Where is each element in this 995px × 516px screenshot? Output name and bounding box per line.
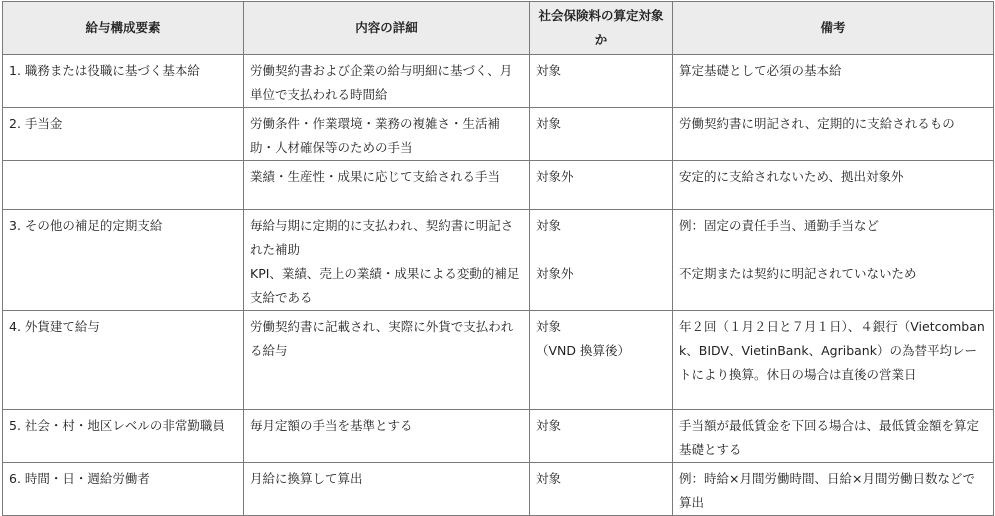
target-spacer — [536, 238, 666, 262]
remarks-regular: 例：固定の責任手当、通勤手当など — [679, 218, 880, 233]
header-target: 社会保険料の算定対象か — [530, 2, 673, 55]
table-row — [3, 108, 994, 161]
cell-remarks — [673, 210, 994, 311]
cell-target — [530, 311, 673, 410]
cell-element: 3. その他の補足的定期支給 — [3, 210, 244, 311]
header-element: 給与構成要素 — [3, 2, 244, 55]
cell-remarks: 労働契約書に明記され、定期的に支給されるもの — [673, 108, 994, 161]
cell-target: 対象 — [530, 463, 673, 516]
table-row — [3, 210, 994, 311]
cell-element: 5. 社会・村・地区レベルの非常勤職員 — [3, 410, 244, 463]
salary-components-table — [2, 1, 994, 516]
cell-target — [530, 210, 673, 311]
cell-remarks: 年２回（１月２日と７月１日）、４銀行（Vietcombank、BIDV、VietinBank、Agribank）の為替平均レートにより換算。休日の場合は直後の営業日 — [673, 311, 994, 410]
cell-details: 業績・生産性・成果に応じて支給される手当 — [244, 161, 530, 210]
cell-details: 労働契約書および企業の給与明細に基づく、月単位で支払われる時間給 — [244, 55, 530, 108]
cell-target: 対象外 — [530, 161, 673, 210]
table-row — [3, 55, 994, 108]
cell-details: 労働契約書に記載され、実際に外貨で支払われる給与 — [244, 311, 530, 410]
cell-remarks: 安定的に支給されないため、拠出対象外 — [673, 161, 994, 210]
table-header-row — [3, 2, 994, 55]
cell-element: 1. 職務または役職に基づく基本給 — [3, 55, 244, 108]
header-remarks: 備考 — [673, 2, 994, 55]
header-details: 内容の詳細 — [244, 2, 530, 55]
table-row — [3, 161, 994, 210]
cell-element: 2. 手当金 — [3, 108, 244, 161]
cell-target: 対象 — [530, 108, 673, 161]
target-variable: 対象外 — [536, 266, 574, 281]
cell-details: 月給に換算して算出 — [244, 463, 530, 516]
details-regular-subsidy: 毎給与期に定期的に支払われ、契約書に明記された補助 — [250, 218, 514, 257]
cell-details: 毎月定額の手当を基準とする — [244, 410, 530, 463]
cell-element: 4. 外貨建て給与 — [3, 311, 244, 410]
remarks-spacer — [679, 238, 987, 262]
cell-remarks: 手当額が最低賃金を下回る場合は、最低賃金額を算定基礎とする — [673, 410, 994, 463]
table-row — [3, 410, 994, 463]
cell-element — [3, 161, 244, 210]
table-row — [3, 311, 994, 410]
cell-target: 対象 — [530, 55, 673, 108]
cell-remarks: 算定基礎として必須の基本給 — [673, 55, 994, 108]
cell-target: 対象 — [530, 410, 673, 463]
target-regular: 対象 — [536, 218, 562, 233]
details-variable-subsidy: KPI、業績、売上の業績・成果による変動的補足支給である — [250, 266, 520, 305]
cell-element: 6. 時間・日・週給労働者 — [3, 463, 244, 516]
table-row — [3, 463, 994, 516]
cell-details: 労働条件・作業環境・業務の複雑さ・生活補助・人材確保等のための手当 — [244, 108, 530, 161]
target-note: （VND 換算後） — [536, 343, 631, 358]
cell-details — [244, 210, 530, 311]
cell-remarks: 例：時給×月間労働時間、日給×月間労働日数などで算出 — [673, 463, 994, 516]
target-main: 対象 — [536, 319, 562, 334]
remarks-variable: 不定期または契約に明記されていないため — [679, 266, 917, 281]
